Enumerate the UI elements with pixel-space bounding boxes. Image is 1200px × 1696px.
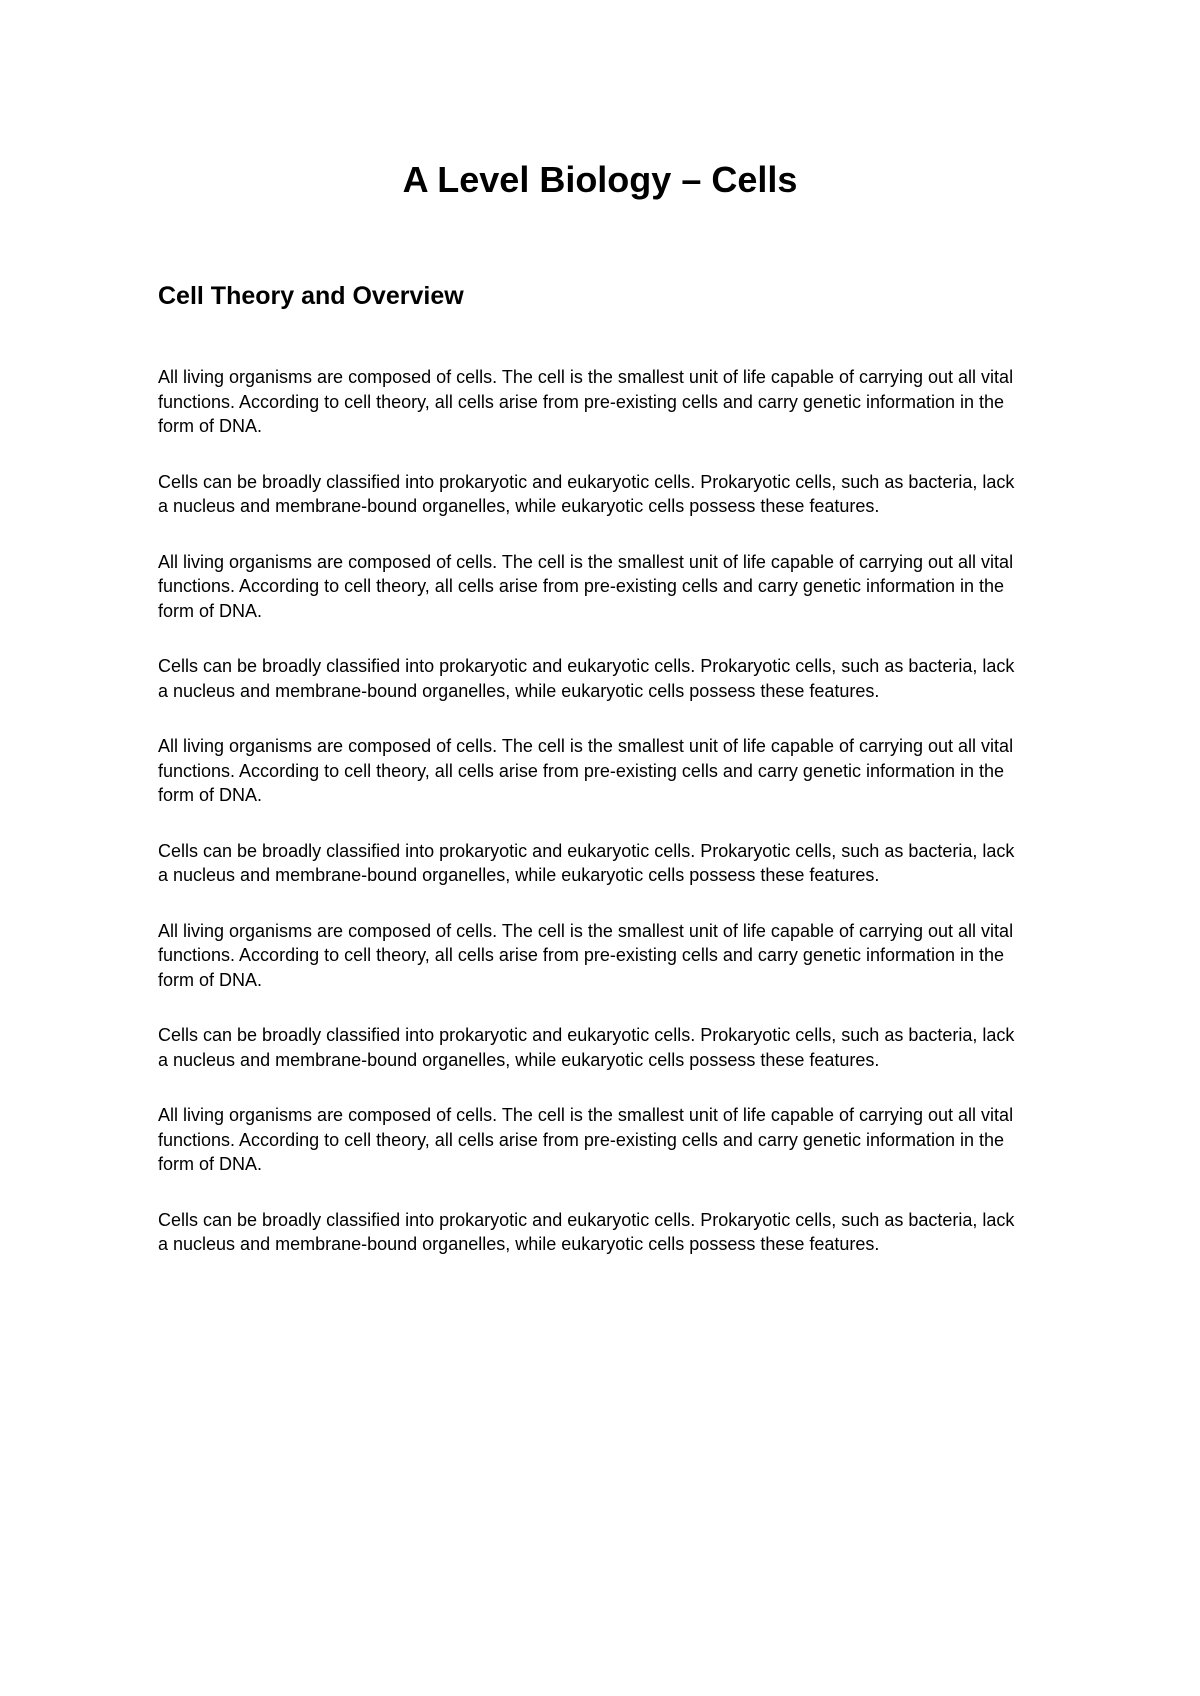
- paragraph: Cells can be broadly classified into prokaryotic and eukaryotic cells. Prokaryotic cells, such as bacteria, lack a nucleus and membrane-bound organelles, while eukaryotic cells possess these features.: [158, 1025, 1015, 1070]
- paragraph: Cells can be broadly classified into prokaryotic and eukaryotic cells. Prokaryotic cells, such as bacteria, lack a nucleus and membrane-bound organelles, while eukaryotic cells possess these features.: [158, 840, 1015, 885]
- paragraph: Cells can be broadly classified into prokaryotic and eukaryotic cells. Prokaryotic cells, such as bacteria, lack a nucleus and membrane-bound organelles, while eukaryotic cells possess these features.: [158, 1209, 1015, 1254]
- document-title: A Level Biology – Cells: [402, 159, 798, 200]
- paragraph: All living organisms are composed of cells. The cell is the smallest unit of life capable of carrying out all vital functions. According to cell theory, all cells arise from pre-existing cells and carry genetic information in the form of DNA.: [158, 1105, 1014, 1174]
- section-heading: Cell Theory and Overview: [158, 282, 464, 310]
- paragraph: All living organisms are composed of cells. The cell is the smallest unit of life capable of carrying out all vital functions. According to cell theory, all cells arise from pre-existing cells and carry genetic information in the form of DNA.: [158, 920, 1014, 990]
- paragraph: All living organisms are composed of cells. The cell is the smallest unit of life capable of carrying out all vital functions. According to cell theory, all cells arise from pre-existing cells and carry genetic information in the form of DNA.: [158, 551, 1014, 621]
- body-text: [158, 365, 1028, 1288]
- paragraph: All living organisms are composed of cells. The cell is the smallest unit of life capable of carrying out all vital functions. According to cell theory, all cells arise from pre-existing cells and carry genetic information in the form of DNA.: [158, 367, 1014, 436]
- paragraph: Cells can be broadly classified into prokaryotic and eukaryotic cells. Prokaryotic cells, such as bacteria, lack a nucleus and membrane-bound organelles, while eukaryotic cells possess these features.: [158, 656, 1015, 701]
- paragraph: Cells can be broadly classified into prokaryotic and eukaryotic cells. Prokaryotic cells, such as bacteria, lack a nucleus and membrane-bound organelles, while eukaryotic cells possess these features.: [158, 471, 1015, 516]
- paragraph: All living organisms are composed of cells. The cell is the smallest unit of life capable of carrying out all vital functions. According to cell theory, all cells arise from pre-existing cells and carry genetic information in the form of DNA.: [158, 736, 1014, 805]
